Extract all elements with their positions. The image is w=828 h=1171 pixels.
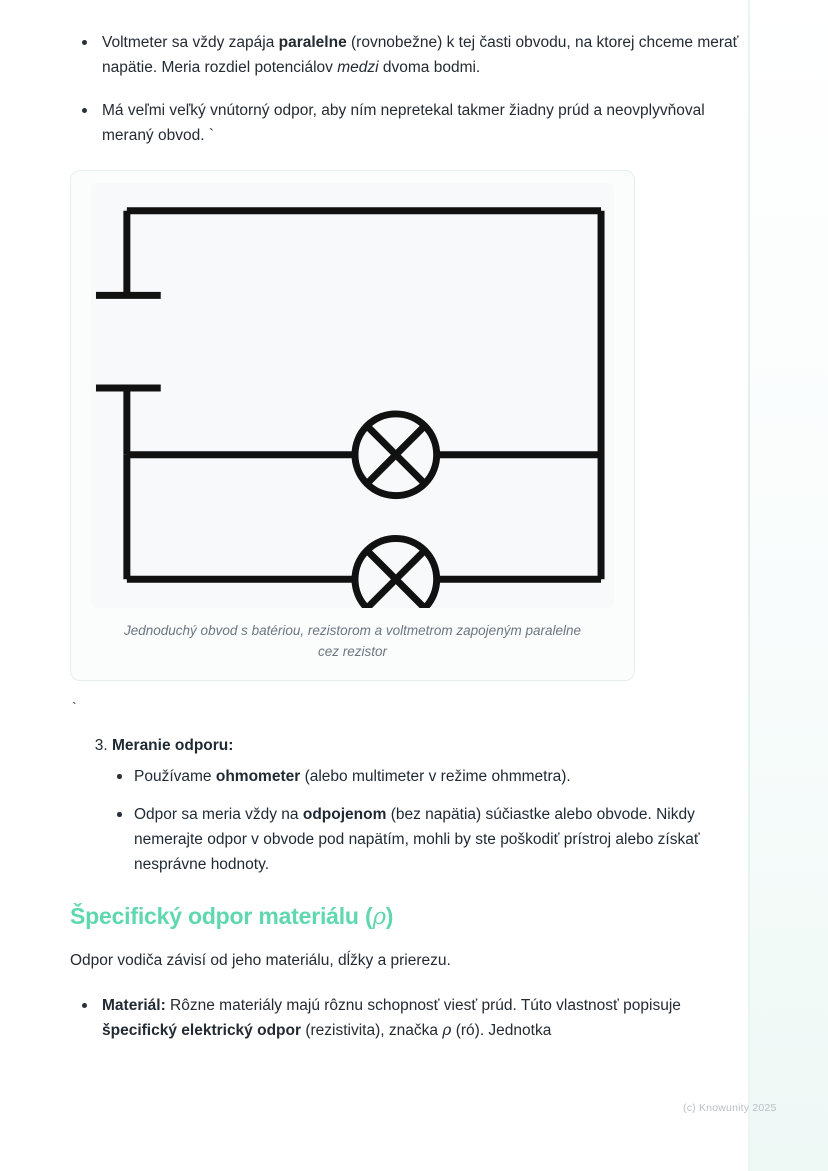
list-item-measuring-resistance [112, 733, 758, 877]
text-segment: (rezistivita), značka [301, 1022, 443, 1039]
text-segment-italic: medzi [337, 59, 379, 76]
bullet-text-1: Má veľmi veľký vnútorný odpor, aby ním nepretekal takmer žiadny prúd a neovplyvňoval meraný obvod. ` [102, 102, 705, 144]
text-segment: Voltmeter sa vždy zapája [102, 34, 279, 51]
numbered-list [70, 733, 758, 877]
text-segment-bold: ohmometer [215, 768, 301, 785]
rho-symbol: ρ [372, 904, 386, 930]
text-segment: (bez napätia) súčiastke alebo obvode. Nikdy nemerajte odpor v obvode pod napätím, mohli by ste poškodiť prístroj alebo získať nesprávne hodnoty. [134, 806, 700, 873]
text-segment: (alebo multimeter v režime ohmmetra). [300, 768, 571, 785]
text-segment: (rovnobežne) k tej časti obvodu, na ktorej chceme merať napätie. Meria rozdiel potenciálov [102, 34, 739, 76]
section-bullet-list [70, 993, 758, 1043]
text-segment: dvoma bodmi. [378, 59, 481, 76]
sub-bullet-list [112, 764, 758, 877]
list-item [70, 98, 758, 148]
figure-card [70, 170, 635, 681]
watermark: (c) Knowunity 2025 [683, 1102, 777, 1114]
page-title [70, 903, 758, 930]
figure-caption: Jednoduchý obvod s batériou, rezistorom a voltmetrom zapojeným paralelne cez rezistor [124, 623, 581, 659]
stray-mark: ` [72, 699, 77, 715]
text-segment-bold: odpojenom [302, 806, 387, 823]
text-segment: (ró). Jednotka [451, 1022, 552, 1039]
section-title-end: ) [385, 903, 394, 929]
text-segment: Odpor sa meria vždy na [134, 806, 303, 823]
list-item [70, 993, 758, 1043]
bullet-text-0 [102, 34, 738, 76]
list-item [112, 802, 758, 877]
text-segment-bold: špecifický elektrický odpor [102, 1022, 302, 1039]
rho-symbol-inline: ρ [442, 1021, 452, 1039]
list-item [112, 764, 758, 789]
numbered-item-heading: Meranie odporu: [112, 737, 234, 754]
section-paragraph: Odpor vodiča závisí od jeho materiálu, dĺžky a prierezu. [70, 952, 451, 969]
intro-bullet-list [70, 30, 758, 148]
text-segment-bold: paralelne [278, 34, 347, 51]
text-segment: Rôzne materiály majú rôznu schopnosť viesť prúd. Túto vlastnosť popisuje [165, 997, 681, 1014]
list-item [70, 30, 758, 80]
circuit-diagram [91, 183, 614, 608]
text-segment: Používame [134, 768, 216, 785]
circuit-diagram-svg [91, 183, 614, 608]
right-margin-panel [750, 0, 828, 1171]
section-title-text: Špecifický odpor materiálu ( [70, 903, 373, 929]
text-segment-bold: Materiál: [102, 997, 166, 1014]
